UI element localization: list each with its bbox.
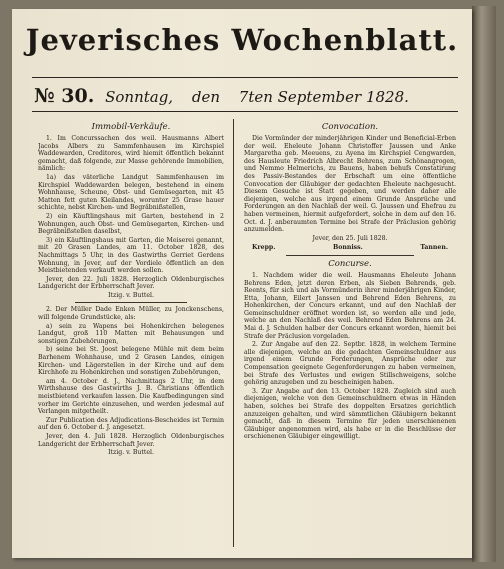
masthead-title: Jeverisches Wochenblatt. xyxy=(25,23,459,57)
book-spine-edge xyxy=(472,6,496,562)
article-paragraph: b) seine bei St. Joost belegene Mühle mit dem beim Barhenem Wohnhause, und 2 Grasen Landes, einigen Kirchen- und Lägerstellen in der Kirche und auf dem Kirchhofe zu Hohenkirchen und sonstigen Zubehörungen, xyxy=(38,346,224,377)
article-paragraph: Jever, den 4. Juli 1828. Herzoglich Oldenburgisches Landgericht der Erbherrschaft Jever. xyxy=(38,432,224,448)
article-paragraph: 3) ein Käuftlingshaus mit Garten, die Meiserei genannt, mit 20 Grasen Landes, am 11. October 1828, des Nachmittags 5 Uhr, in des Gastwirths Gerriet Gerdens Wohnung, in Jever, auf der Vordiele öffentlich an den Meistbietenden verkauft werden sollen. xyxy=(38,236,224,275)
left-column xyxy=(38,121,224,546)
column-separator xyxy=(233,119,234,547)
article-paragraph: am 4. October d. J., Nachmittags 2 Uhr, in dem Wirthshause des Gastwirths J. B. Christians öffentlich meistbietend verkaufen lassen. Die Kaufbedingungen sind vorher im Gerichte einzusehen, und werden jedesmal auf Verlangen mitgetheilt. xyxy=(38,377,224,416)
article-paragraph: 1. Im Concurssachen des weil. Hausmanns Albert Jacobs Albers zu Sammfenhausen im Kirchspiel Waddewarden, Creditores, wird hiemit öffentlich bekannt gemacht, daß folgende, zur Masse gehörende Immobilien, nämlich: xyxy=(38,135,224,173)
divider xyxy=(286,255,413,256)
signature-line: Itzig. v. Buttel. xyxy=(108,449,154,457)
masthead-rule xyxy=(32,77,458,78)
issue-den: den xyxy=(191,88,220,106)
article-paragraph: Zur Publication des Adjudications-Bescheides ist Termin auf den 6. October d. J. angesetzt. xyxy=(38,416,224,432)
issue-weekday: Sonntag, xyxy=(105,88,174,106)
article-paragraph: 2. Zur Angabe auf den 22. Septbr. 1828, in welchem Termine alle diejenigen, welche an die gedachten Gemeinschuldner aus irgend einem Grunde Forderungen, Ansprüche oder zur Compensation geeignete Gegenforderungen zu haben vermeinen, bei Strafe des Verlustes und ewigen Stillschweigens, solche gehörig anzugeben und zu bescheinigen haben. xyxy=(244,341,456,387)
signatory: Krepp. xyxy=(252,244,276,252)
article-paragraph: 1a) das väterliche Landgut Sammfenhausen im Kirchspiel Waddewarden belegen, bestehend in einem Wohnhause, Scheune, Obst- und Gemüsegarten, mit 45 Matten fett guten Kleilandes, worunter 25 Grase hauer schichte, nebst Kirchen- und Begräbnißstellen, xyxy=(38,173,224,212)
article-paragraph: a) sein zu Wapens bei Hohenkirchen belegenes Landgut, groß 110 Matten mit Behausungen und sonstigen Zubehörungen, xyxy=(38,322,224,345)
divider xyxy=(75,302,187,303)
signatories xyxy=(244,244,456,252)
article-paragraph: Jever, den 22. Juli 1828. Herzoglich Oldenburgisches Landgericht der Erbherrschaft Jever. xyxy=(38,275,224,291)
section-heading-immobil: Immobil-Verkäufe. xyxy=(91,122,171,132)
right-column xyxy=(244,121,456,546)
article-paragraph: 1. Nachdem wider die weil. Hausmanns Eheleute Johann Behrens Eden, jetzt deren Erben, als Sieben Behrends, geb. Reents, für sich und als Vormünderin ihrer minderjährigen Kinder, Etta, Johann, Eilert Janssen und Behrend Eden Behrens, zu Hohenkirchen, der Concurs erkannt, und auf den Nachlaß der Gemeinschuldner eröffnet worden ist, so werden alle und jede, welche an den Nachlaß des weil. Behrend Eden Behrens am 24. Mai d. J. Schulden halber der Concurs erkannt worden, hiemit bei Strafe der Präclusion vorgeladen. xyxy=(244,271,456,340)
signature-line: Itzig. v. Buttel. xyxy=(108,291,154,299)
article-paragraph: 2. Der Müller Dade Enken Müller, zu Jonckenschens, will folgende Grundstücke, als: xyxy=(38,306,224,322)
issue-date: 7ten September 1828. xyxy=(238,88,409,106)
section-heading-convocation: Convocation. xyxy=(321,122,379,132)
article-paragraph: 3. Zur Angabe auf den 13. October 1828. Zugleich sind auch diejenigen, welche von den Gemeinschuldnern etwas in Händen haben, solches bei Strafe des doppelten Ersatzes gerichtlich anzuzeigen gehalten, und wird sämmtlichen Gläubigern bekannt gemacht, daß in diesem Termine für jeden unerschienenen Gläubiger angenommen wird, als habe er in die Beschlüsse der erschienenen Gläubiger eingewilligt. xyxy=(244,387,456,441)
signatory: Bonniss. xyxy=(332,244,363,252)
issue-rule xyxy=(32,111,458,112)
section-heading-concurse: Concurse. xyxy=(328,258,372,269)
newspaper-page xyxy=(12,9,472,558)
issue-line xyxy=(34,85,454,107)
issue-number: № 30. xyxy=(34,85,95,107)
signatory: Tannen. xyxy=(420,244,448,252)
article-paragraph: 2) ein Käuftlingshaus mit Garten, bestehend in 2 Wohnungen, auch Obst- und Gemüsegarten, Kirchen- und Begräbnißstellen daselbst, xyxy=(38,212,224,236)
article-paragraph: Die Vormünder der minderjährigen Kinder und Beneficial-Erben der weil. Eheleute Johann Christoffer Jaussen und Anke Margaretha geb. Meeuens, zu Ayena im Kirchspiel Cengwarden, des Hausleute Friedrich Albrecht Behrens, zum Schönangrogen, und Nemmo Helmerichs, zu Bauens, haben behufs Constatirung des Passiv-Bestandes der Erbschaft um eine öffentliche Convocation der Gläubiger der gedachten Eheleute nachgesucht. Diesem Gesuche ist Statt gegeben, und werden daher alle diejenigen, welche aus irgend einem Grunde Ansprüche und Forderungen an den Nachlaß der weil. G. Jaussen und Ehefrau zu haben vermeinen, hiermit aufgefordert, solche in dem auf den 16. Oct. d. J. anberaumten Termine bei Strafe der Präclusion gehörig anzumelden. xyxy=(244,135,456,234)
date-line: Jever, den 25. Juli 1828. xyxy=(312,234,388,242)
